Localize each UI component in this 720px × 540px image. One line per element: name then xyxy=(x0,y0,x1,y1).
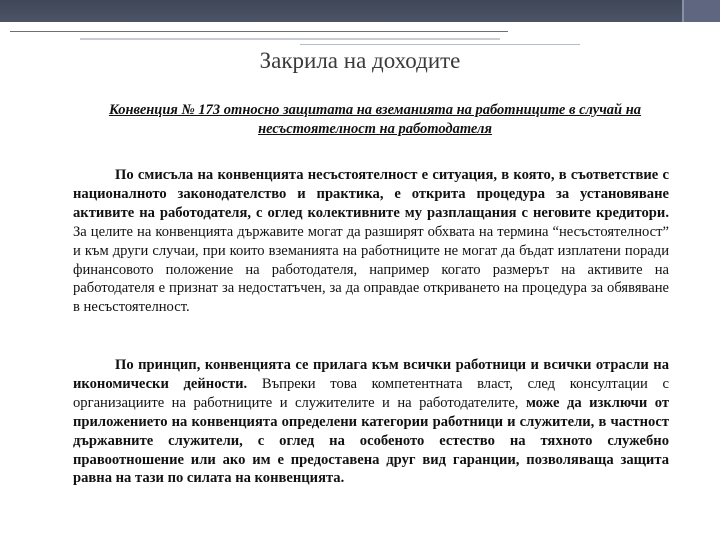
decorative-rule xyxy=(80,38,500,40)
paragraph-bold-text: По принцип, конвенцията се прилага към всички работници и всички отрасли на икономически дейности. xyxy=(73,357,669,392)
header-band xyxy=(0,0,720,22)
paragraph-text: За целите на конвенцията държавите могат да разширят обхвата на термина “несъстоятелност” и към други случаи, при които вземанията на работниците не могат да бъдат изплатени поради финансовото положение на работодателя, например когато размерът на активите на работодателя е признат за недостатъчен, за да оправдае откриването на процедура за обявяване в несъстоятелност. xyxy=(73,223,669,316)
header-accent xyxy=(682,0,720,22)
decorative-rule xyxy=(10,31,508,32)
paragraph-bold-text: може да изключи от приложението на конвенцията определени категории работници и служители, в частност държавните служители, с оглед на особеното естество на тяхното служебно правоотношение или ако им е предоставена друг вид гаранции, позволяваща защита равна на тази по силата на конвенцията. xyxy=(73,394,669,487)
convention-heading: Конвенция № 173 относно защитата на вземанията на работниците в случай на несъстоятелност на работодателя xyxy=(108,102,642,137)
page-title: Закрила на доходите xyxy=(259,48,461,73)
paragraph-scope xyxy=(73,356,669,488)
paragraph-bold-text: По смисъла на конвенцията несъстоятелност е ситуация, в която, в съответствие с националното законодателство и практика, е открита процедура за установяване активите на работодателя, с оглед колективните му разплащания с неговите кредитори. xyxy=(73,167,669,221)
decorative-rule xyxy=(300,44,580,45)
paragraph-indent xyxy=(73,167,115,183)
paragraph-text: Въпреки това компетентната власт, след консултации с организациите на работниците и служителите и на работодателите, xyxy=(73,375,669,411)
paragraph-insolvency-definition xyxy=(73,166,669,317)
paragraph-indent xyxy=(73,357,115,373)
